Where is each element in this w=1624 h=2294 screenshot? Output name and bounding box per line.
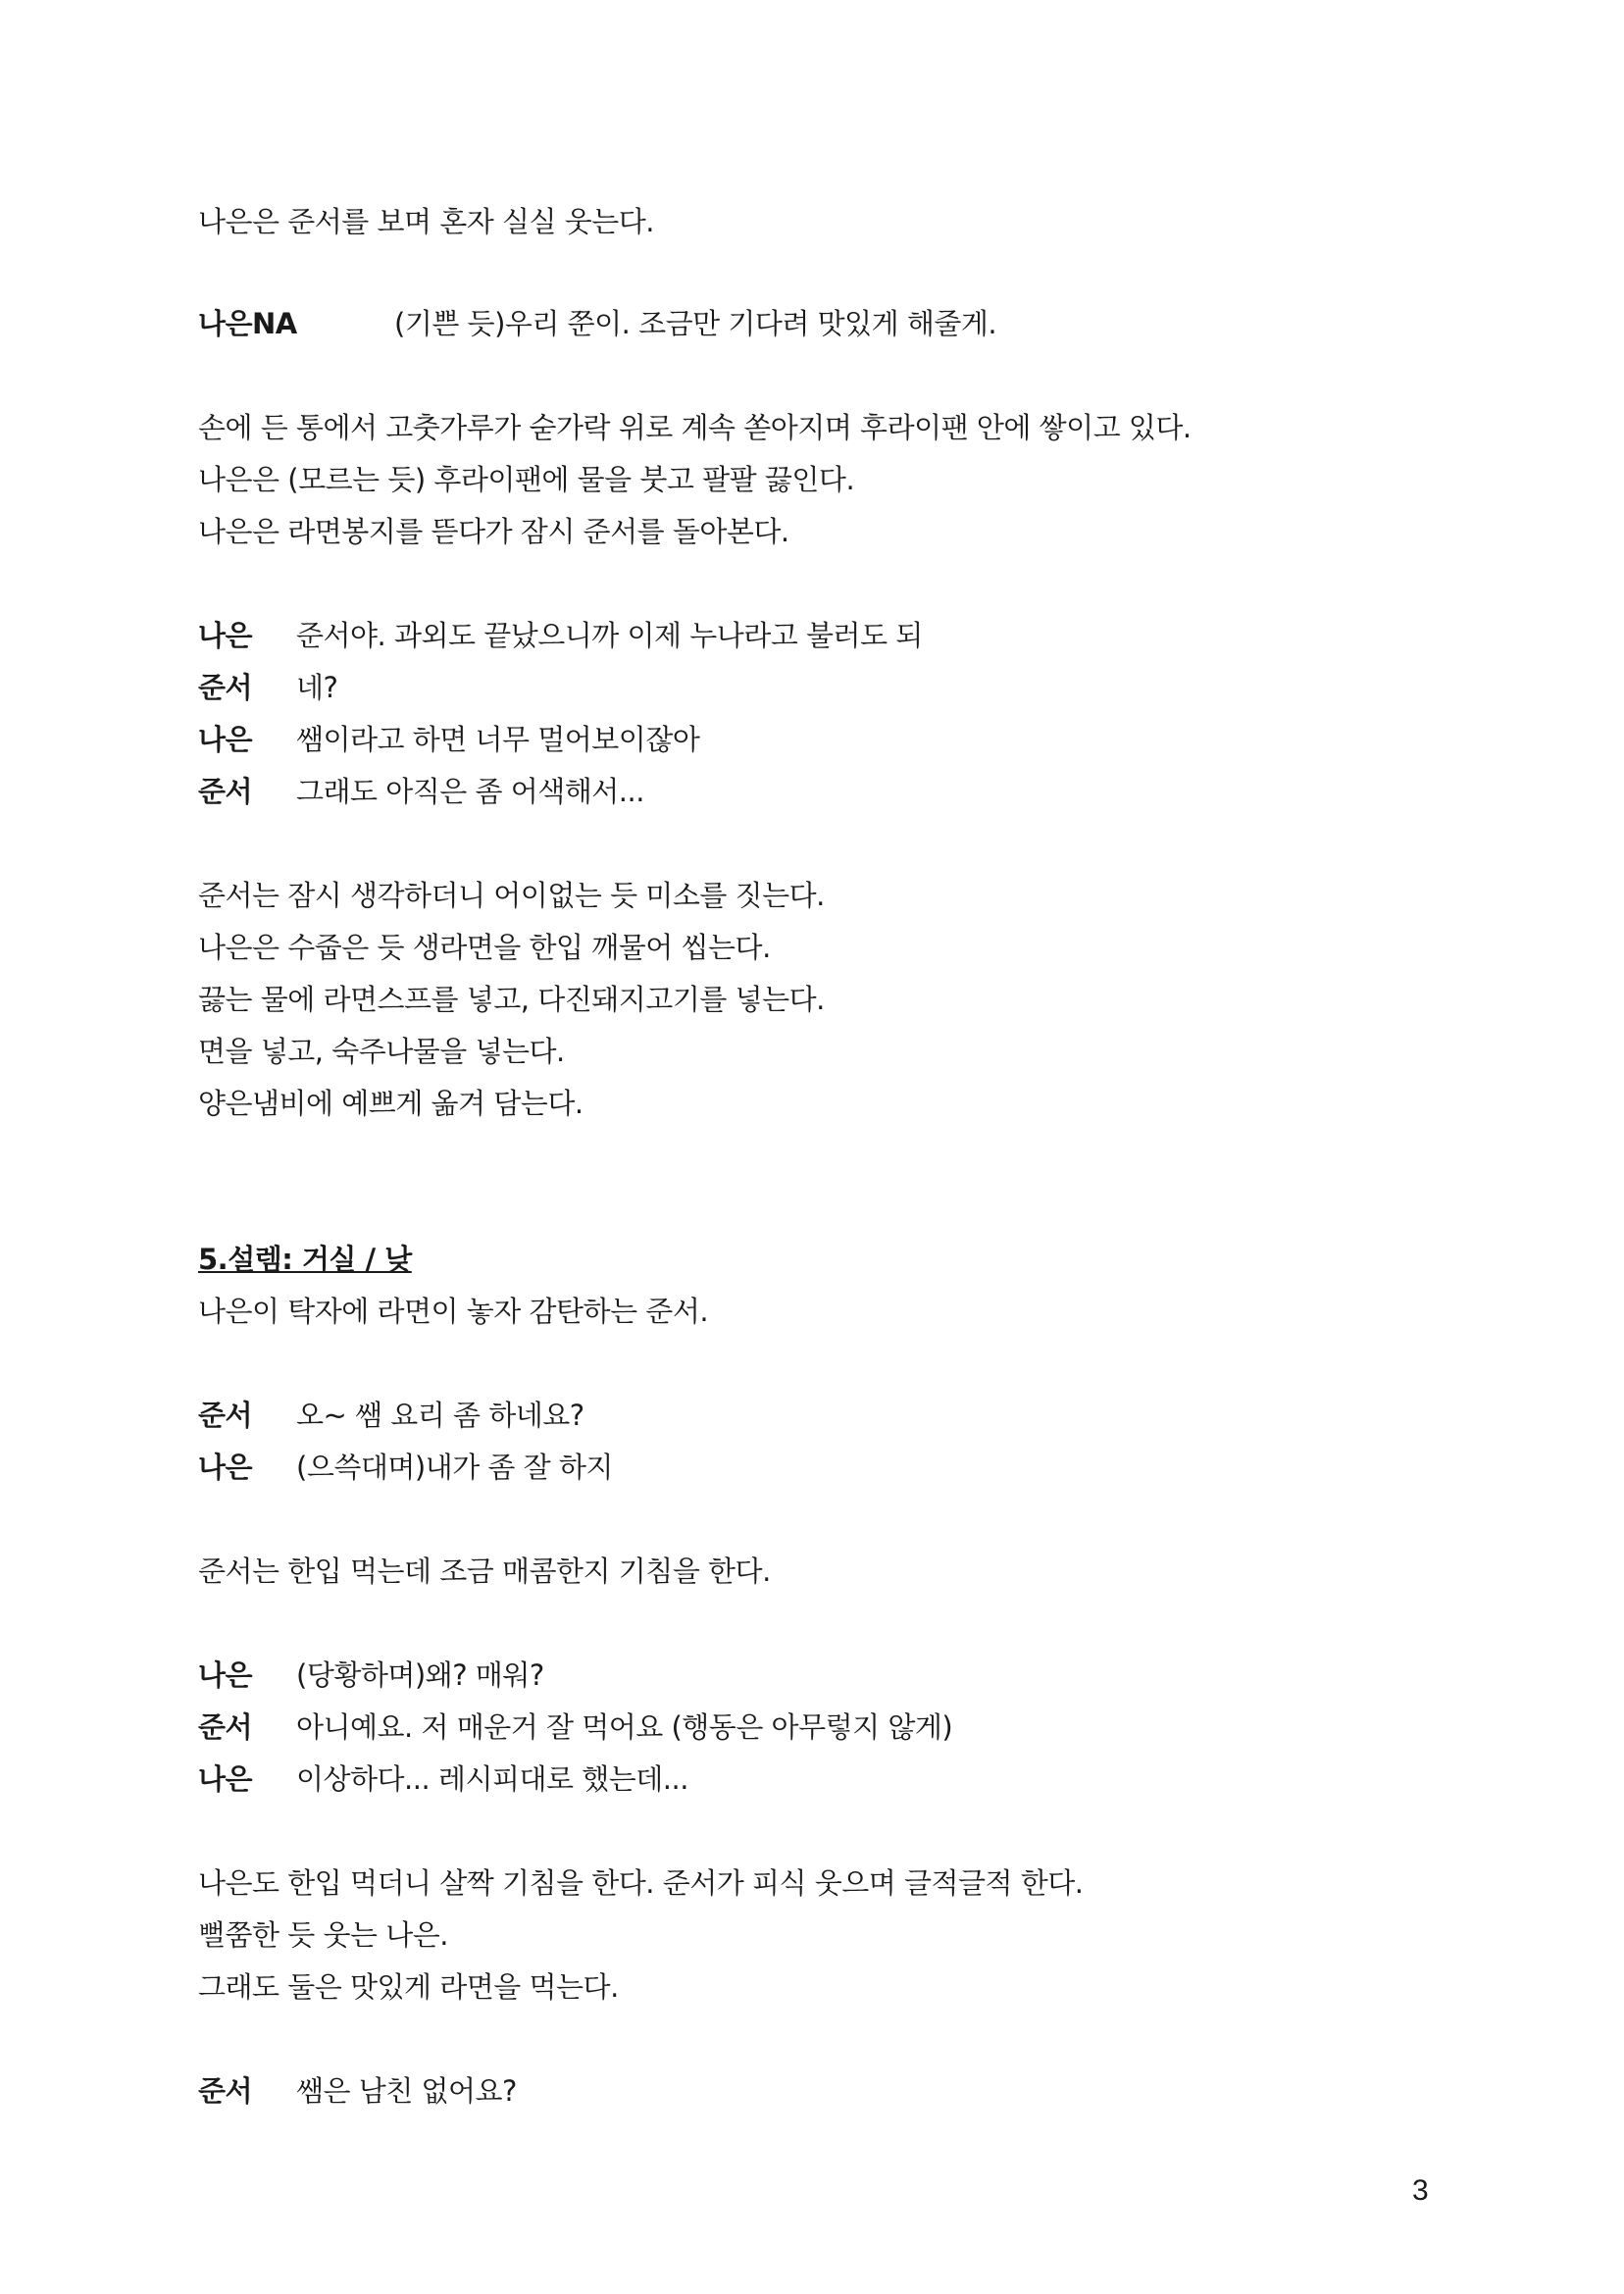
speaker-name: 나은NA (198, 307, 297, 340)
dialogue-line (198, 304, 996, 343)
dialogue-text: 아니예요. 저 매운거 잘 먹어요 (행동은 아무렇지 않게) (296, 1710, 953, 1744)
action-line: 양은냄비에 예쁘게 옮겨 담는다. (198, 1087, 584, 1120)
dialogue-text: 이상하다... 레시피대로 했는데... (296, 1762, 688, 1796)
action-line: 나은은 (모르는 듯) 후라이팬에 물을 붓고 팔팔 끓인다. (198, 463, 855, 496)
dialogue-text: 쌤은 남친 없어요? (296, 2074, 517, 2108)
action-line: 손에 든 통에서 고춧가루가 숟가락 위로 계속 쏟아지며 후라이팬 안에 쌓이고 있다. (198, 411, 1192, 444)
dialogue-line (198, 616, 923, 655)
dialogue-line (198, 668, 337, 707)
speaker-name: 준서 (198, 671, 253, 704)
action-line: 준서는 잠시 생각하더니 어이없는 듯 미소를 짓는다. (198, 879, 825, 912)
dialogue-text: (으쓱대며)내가 좀 잘 하지 (296, 1451, 613, 1484)
action-line: 나은은 라면봉지를 뜯다가 잠시 준서를 돌아본다. (198, 515, 789, 548)
action-line: 그래도 둘은 맛있게 라면을 먹는다. (198, 1970, 619, 2004)
action-line: 나은이 탁자에 라면이 놓자 감탄하는 준서. (198, 1295, 709, 1328)
action-line: 준서는 한입 먹는데 조금 매콤한지 기침을 한다. (198, 1555, 771, 1588)
speaker-name: 나은 (198, 1451, 253, 1484)
dialogue-line (198, 1396, 584, 1435)
speaker-name: 나은 (198, 723, 253, 756)
speaker-name: 나은 (198, 1658, 253, 1692)
dialogue-line (198, 1759, 688, 1799)
speaker-name: 준서 (198, 1710, 253, 1744)
speaker-name: 준서 (198, 1399, 253, 1432)
speaker-name: 나은 (198, 619, 253, 652)
scene-heading: 5.설렘: 거실 / 낮 (198, 1243, 412, 1276)
action-line: 나은도 한입 먹더니 살짝 기침을 한다. 준서가 피식 웃으며 글적글적 한다. (198, 1866, 1084, 1900)
dialogue-line (198, 1708, 952, 1747)
action-line: 뻘쭘한 듯 웃는 나은. (198, 1918, 448, 1952)
dialogue-line (198, 2071, 517, 2111)
dialogue-text: 쌤이라고 하면 너무 멀어보이잖아 (296, 723, 700, 756)
speaker-name: 나은 (198, 1762, 253, 1796)
dialogue-text: 오~ 쌤 요리 좀 하네요? (296, 1399, 584, 1432)
dialogue-text: (기쁜 듯)우리 쭌이. 조금만 기다려 맛있게 해줄게. (394, 307, 997, 340)
action-line: 면을 넣고, 숙주나물을 넣는다. (198, 1035, 565, 1068)
dialogue-line (198, 1448, 613, 1487)
action-line: 나은은 수줍은 듯 생라면을 한입 깨물어 씹는다. (198, 931, 771, 964)
dialogue-line (198, 1656, 544, 1695)
dialogue-text: (당황하며)왜? 매워? (296, 1658, 544, 1692)
dialogue-line (198, 772, 644, 811)
page-number: 3 (1412, 2174, 1429, 2207)
action-line: 나은은 준서를 보며 혼자 실실 웃는다. (198, 205, 655, 238)
dialogue-text: 그래도 아직은 좀 어색해서... (296, 775, 644, 808)
dialogue-line (198, 720, 699, 759)
speaker-name: 준서 (198, 775, 253, 808)
dialogue-text: 준서야. 과외도 끝났으니까 이제 누나라고 불러도 되 (296, 619, 923, 652)
dialogue-text: 네? (296, 671, 338, 704)
action-line: 끓는 물에 라면스프를 넣고, 다진돼지고기를 넣는다. (198, 983, 825, 1016)
speaker-name: 준서 (198, 2074, 253, 2108)
